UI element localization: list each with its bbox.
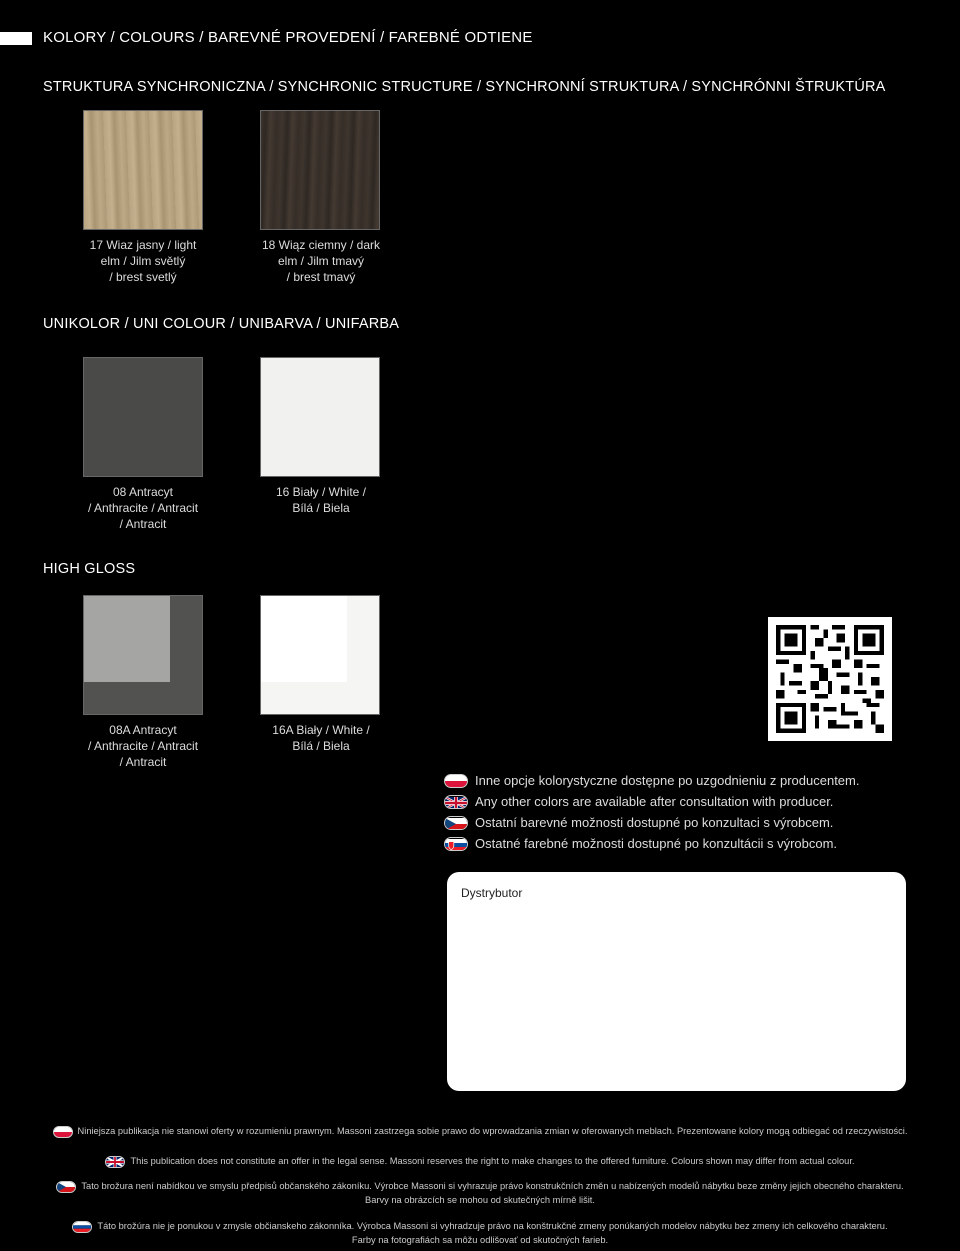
page-title: KOLORY / COLOURS / BAREVNÉ PROVEDENÍ / FAREBNÉ ODTIENE [43, 29, 533, 46]
swatch-caption-light-elm: 17 Wiaz jasny / light elm / Jilm světlý / brest svetlý [89, 238, 197, 284]
qr-code [768, 617, 892, 741]
uk-flag-icon [444, 795, 468, 809]
legal-note-en: This publication does not constitute an offer in the legal sense. Massoni reserves the right to make changes to the offered furniture. Colours shown may differ from actual colour. [40, 1154, 920, 1168]
note-en: Any other colors are available after consultation with producer. [444, 791, 944, 812]
color-options-notes [444, 770, 944, 854]
note-sk: Ostatné farebné možnosti dostupné po konzultácii s výrobcom. [444, 833, 944, 854]
section-title-uni: UNIKOLOR / UNI COLOUR / UNIBARVA / UNIFARBA [43, 316, 400, 332]
swatch-caption-dark-elm: 18 Wiąz ciemny / dark elm / Jilm tmavý / brest tmavý [261, 238, 381, 284]
legal-note-sk: Táto brožúra nie je ponukou v zmysle občianskeho zákonníka. Výrobca Massoni si vyhradzuje právo na konštrukčné zmeny ponúkaných modelov nábytku bez zmeny ich celkového charakteru. Farby na fotografiách sa môžu odlišovať od skutočných farieb. [40, 1219, 920, 1247]
swatch-dark-elm [260, 110, 380, 230]
swatch-caption-anthracite: 08 Antracyt / Anthracite / Antracit / Antracit [87, 485, 199, 531]
swatch-white [260, 357, 380, 477]
swatch-light-elm [83, 110, 203, 230]
section-title-gloss: HIGH GLOSS [43, 561, 136, 577]
slovakia-flag-icon [444, 837, 468, 851]
swatch-gloss-anthracite [83, 595, 203, 715]
uk-flag-icon [105, 1156, 125, 1168]
poland-flag-icon [444, 774, 468, 788]
legal-note-pl: Niniejsza publikacja nie stanowi oferty w rozumieniu prawnym. Massoni zastrzega sobie prawo do wprowadzania zmian w oferowanych meblach. Prezentowane kolory mogą odbiegać od rzeczywistości. [40, 1124, 920, 1138]
swatch-caption-white: 16 Biały / White / Bílá / Biela [275, 485, 367, 515]
distributor-box [447, 872, 906, 1091]
note-pl: Inne opcje kolorystyczne dostępne po uzgodnieniu z producentem. [444, 770, 944, 791]
swatch-anthracite [83, 357, 203, 477]
czech-flag-icon [444, 816, 468, 830]
swatch-caption-gloss-anthracite: 08A Antracyt / Anthracite / Antracit / Antracit [87, 723, 199, 769]
qr-code-icon [776, 625, 884, 733]
czech-flag-icon [56, 1181, 76, 1193]
poland-flag-icon [53, 1126, 73, 1138]
slovakia-flag-icon [72, 1221, 92, 1233]
legal-note-cz: Tato brožura není nabídkou ve smyslu předpisů občanského zákoníku. Výrobce Massoni si vyhrazuje právo konstrukčních změn u nabízených modelů nábytku beze změny jejich obecného charakteru. Barvy na obrázcích se mohou od skutečných mírně lišit. [40, 1179, 920, 1207]
distributor-label: Dystrybutor [461, 886, 523, 900]
note-cz: Ostatní barevné možnosti dostupné po konzultaci s výrobcem. [444, 812, 944, 833]
swatch-caption-gloss-white: 16A Biały / White / Bílá / Biela [272, 723, 370, 753]
section-title-synchronic: STRUKTURA SYNCHRONICZNA / SYNCHRONIC STRUCTURE / SYNCHRONNÍ STRUKTURA / SYNCHRÓNNI ŠTRUKTÚRA [43, 79, 886, 95]
header-accent-bar [0, 32, 32, 45]
swatch-gloss-white [260, 595, 380, 715]
